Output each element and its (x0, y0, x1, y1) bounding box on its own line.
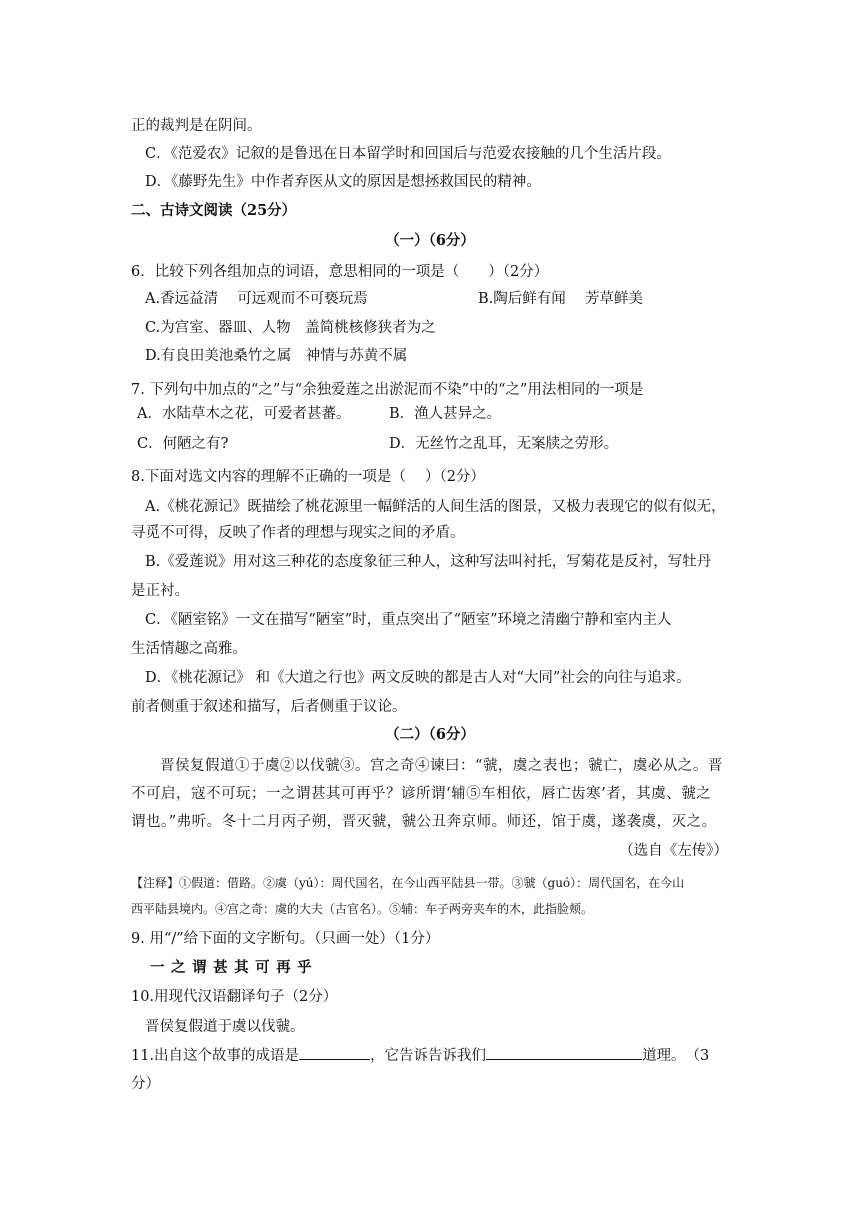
question-6-option-c: C.为宫室、器皿、人物 盖简桃核修狭者为之 (145, 320, 436, 336)
question-11-part1: 11.出自这个故事的成语是 (131, 1048, 300, 1064)
answer-blank[interactable] (486, 1045, 642, 1060)
question-8-option-d: D．《桃花源记》 和《大道之行也》两文反映的都是古人对“大同”社会的向往与追求。 (145, 670, 691, 686)
passage-line: 晋侯复假道①于虞②以伐虢③。宫之奇④谏曰：“虢，虞之表也；虢亡，虞必从之。晋 (160, 758, 723, 774)
subsection-heading: （二）（6分） (385, 726, 475, 743)
option-c: C．《范爱农》记叙的是鲁迅在日本留学时和回国后与范爱农接触的几个生活片段。 (145, 146, 671, 162)
question-6-option-b: B.陶后鲜有闻 芳草鲜美 (478, 291, 643, 307)
text-line: 生活情趣之高雅。 (131, 641, 247, 657)
option-d: D．《藤野先生》中作者弃医从文的原因是想拯救国民的精神。 (145, 174, 541, 190)
text-line: 是正衬。 (131, 583, 189, 599)
annotation: 西平陆县境内。④宫之奇：虞的大夫（古官名）。⑤辅：车子两旁夹车的木，此指脸颊。 (131, 902, 594, 916)
question-8: 8.下面对选文内容的理解不正确的一项是（ ）（2分） (131, 469, 485, 485)
answer-blank[interactable] (299, 1045, 370, 1060)
question-8-option-b: B.《爱莲说》用对这三种花的态度象征三种人，这种写法叫衬托，写菊花是反衬，写牡丹 (145, 554, 712, 570)
text-line: 前者侧重于叙述和描写，后者侧重于议论。 (131, 699, 407, 715)
question-9: 9. 用“/”给下面的文字断句。（只画一处）（1分） (131, 931, 440, 947)
text-line: 正的裁判是在阴间。 (131, 118, 262, 134)
question-8-option-a: A.《桃花源记》既描绘了桃花源里一幅鲜活的人间生活的图景，又极力表现它的似有似无， (145, 499, 726, 515)
question-11-part3: 道理。 （3 (642, 1048, 710, 1064)
annotation: 【注释】①假道：借路。②虞（yú）：周代国名，在今山西平陆县一带。③虢（guó）：周代国名，在今山 (131, 876, 685, 890)
question-9-text: 一之谓甚其可再乎 (150, 959, 319, 976)
question-7-option-b: B．渔人甚异之。 (389, 406, 502, 422)
section-heading: 二、古诗文阅读（25分） (131, 202, 297, 219)
question-8-option-c: C．《陋室铭》一文在描写“陋室”时，重点突出了“陋室”环境之清幽宁静和室内主人 (145, 612, 672, 628)
question-10: 10.用现代汉语翻译句子（2分） (131, 989, 338, 1005)
question-10-sentence: 晋侯复假道于虞以伐虢。 (145, 1019, 305, 1035)
question-7: 7. 下列句中加点的“之”与“余独爱莲之出淤泥而不染”中的“之”用法相同的一项是 (131, 382, 644, 398)
question-7-option-a: A．水陆草木之花，可爱者甚蕃。 (137, 406, 351, 422)
text-line: 寻觅不可得，反映了作者的理想与现实之间的矛盾。 (131, 525, 465, 541)
question-6-option-a: A.香远益清 可远观而不可亵玩焉 (145, 291, 368, 307)
passage-line: 不可启，寇不可玩；一之谓甚其可再乎？谚所谓‘辅⑤车相依，唇亡齿寒’者，其虞、虢之 (131, 786, 712, 802)
question-7-option-d: D．无丝竹之乱耳，无案牍之劳形。 (389, 436, 619, 452)
source-citation: （选自《左传》） (619, 843, 728, 859)
passage-line: 谓也。”弗听。冬十二月丙子朔，晋灭虢，虢公丑奔京师。师还，馆于虞，遂袭虞，灭之。 (131, 814, 717, 830)
question-11-part2: ，它告诉告诉我们 (370, 1048, 487, 1064)
subsection-heading: （一）（6分） (385, 232, 475, 249)
question-7-option-c: C．何陋之有? (137, 436, 229, 452)
question-6: 6．比较下列各组加点的词语，意思相同的一项是（ ）（2分） (131, 264, 549, 280)
question-11 (131, 1045, 709, 1066)
question-6-option-d: D.有良田美池桑竹之属 神情与苏黄不属 (145, 348, 408, 364)
text-line: 分） (131, 1076, 160, 1092)
